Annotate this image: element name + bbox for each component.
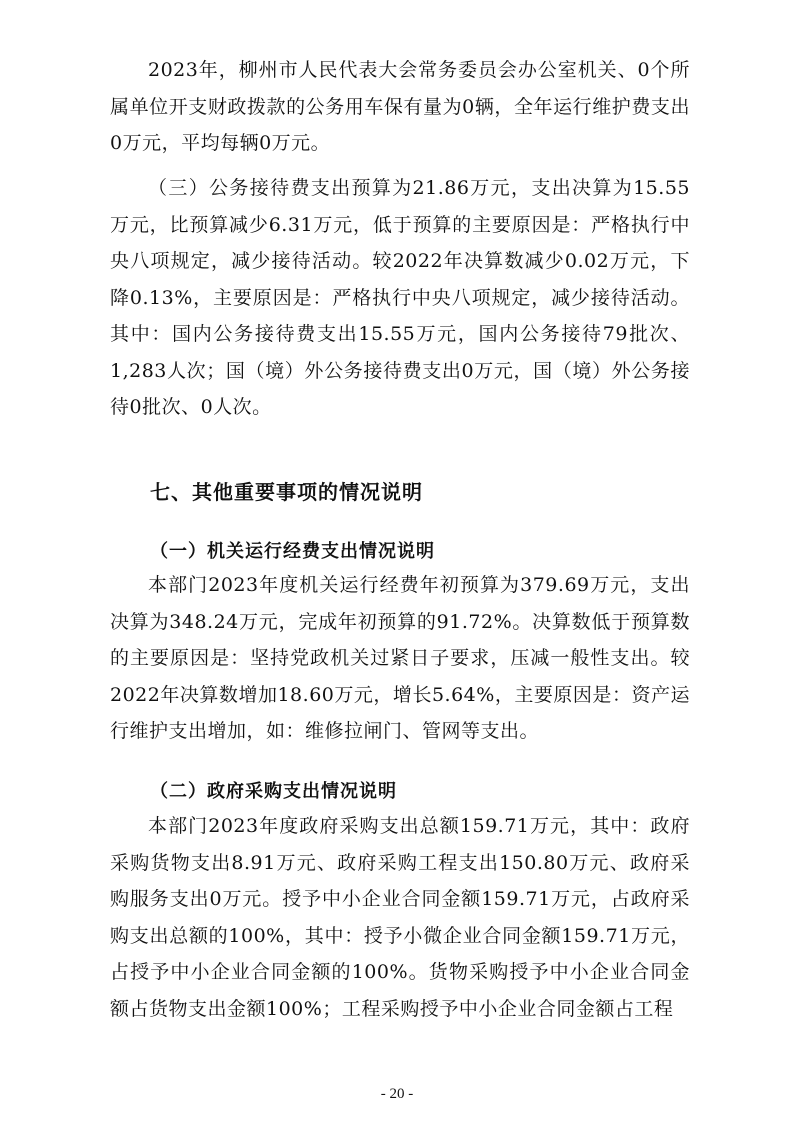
subheading-operation-expenses: （一）机关运行经费支出情况说明 (150, 541, 435, 562)
subheading-government-procurement: （二）政府采购支出情况说明 (150, 781, 397, 802)
section-heading-other-matters: 七、其他重要事项的情况说明 (150, 480, 423, 504)
paragraph-operation-expenses: 本部门2023年度机关运行经费年初预算为379.69万元，支出决算为348.24万元，完成年初预算的91.72%。决算数低于预算数的主要原因是：坚持党政机关过紧日子要求，压减一般性支出。较2022年决算数增加18.60万元，增长5.64%，主要原因是：资产运行维护支出增加，如：维修拉闸门、管网等支出。 (110, 574, 690, 742)
paragraph-government-procurement: 本部门2023年度政府采购支出总额159.71万元，其中：政府采购货物支出8.91万元、政府采购工程支出150.80万元、政府采购服务支出0万元。授予中小企业合同金额159.71万元，占政府采购支出总额的100%，其中：授予小微企业合同金额159.71万元，占授予中小企业合同金额的100%。货物采购授予中小企业合同金额占货物支出金额100%；工程采购授予中小企业合同金额占工程 (110, 815, 690, 1020)
page-number: - 20 - (380, 1086, 414, 1102)
paragraph-official-vehicles: 2023年，柳州市人民代表大会常务委员会办公室机关、0个所属单位开支财政拨款的公务用车保有量为0辆，全年运行维护费支出0万元，平均每辆0万元。 (110, 59, 690, 154)
paragraph-official-reception: （三）公务接待费支出预算为21.86万元，支出决算为15.55万元，比预算减少6.31万元，低于预算的主要原因是：严格执行中央八项规定，减少接待活动。较2022年决算数减少0.02万元，下降0.13%，主要原因是：严格执行中央八项规定，减少接待活动。其中：国内公务接待费支出15.55万元，国内公务接待79批次、1,283人次；国（境）外公务接待费支出0万元，国（境）外公务接待0批次、0人次。 (110, 177, 690, 418)
